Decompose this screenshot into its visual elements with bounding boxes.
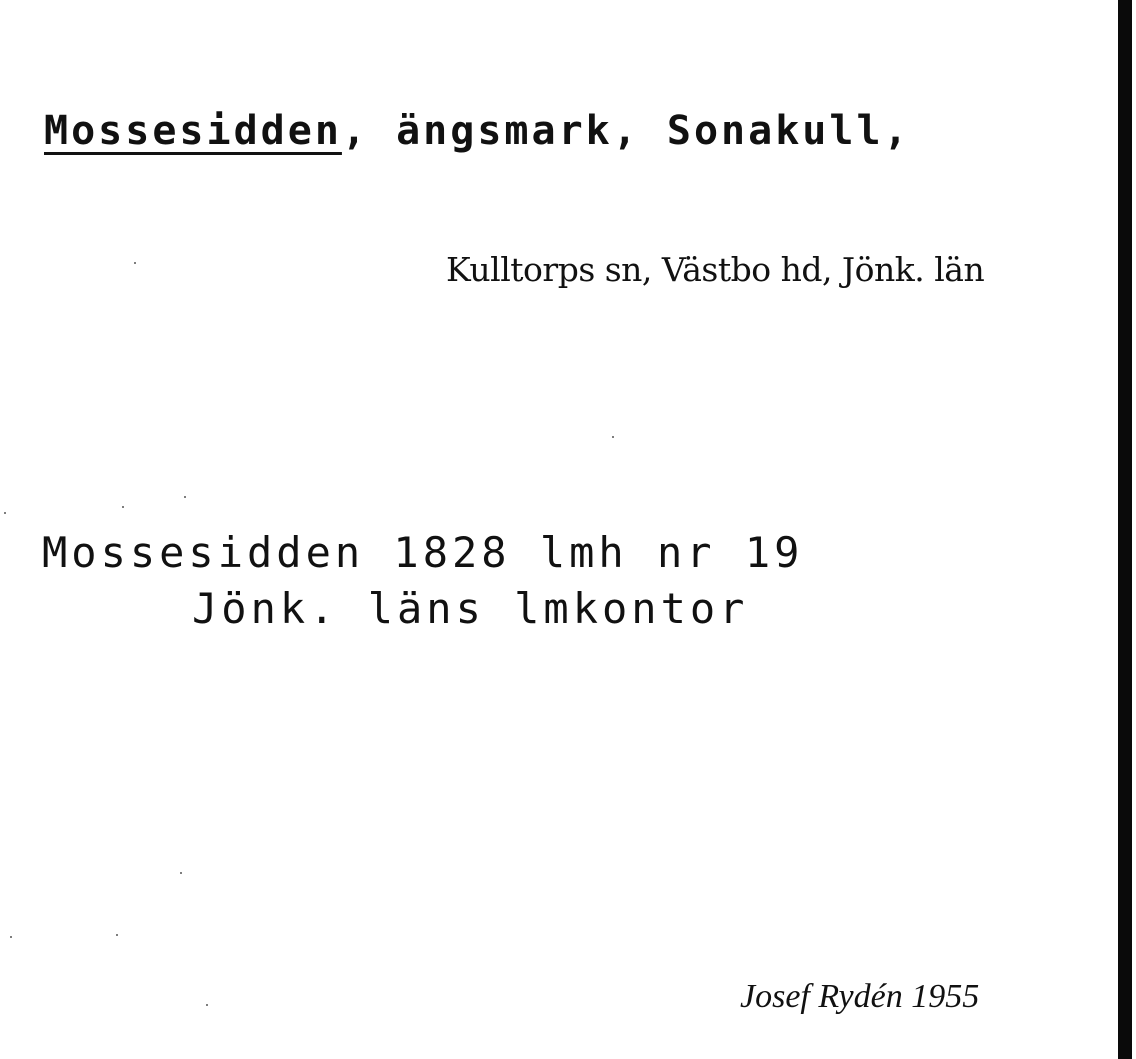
scan-speck (612, 436, 614, 438)
scan-speck (10, 936, 12, 938)
scan-speck (180, 872, 182, 874)
headword: Mossesidden (44, 108, 342, 154)
scan-speck (134, 262, 136, 264)
author-signature: Josef Rydén 1955 (740, 978, 980, 1015)
scan-speck (184, 496, 186, 498)
scan-speck (116, 934, 118, 936)
card-edge-border (1118, 0, 1132, 1059)
heading-description: , ängsmark, Sonakull, (341, 108, 911, 154)
source-line-2: Jönk. läns lmkontor (192, 584, 749, 633)
scan-speck (206, 1004, 208, 1006)
source-line-1: Mossesidden 1828 lmh nr 19 (42, 528, 804, 577)
card-heading (44, 108, 911, 154)
scan-speck (122, 506, 124, 508)
location-line: Kulltorps sn, Västbo hd, Jönk. län (446, 250, 985, 289)
scan-speck (4, 512, 6, 514)
